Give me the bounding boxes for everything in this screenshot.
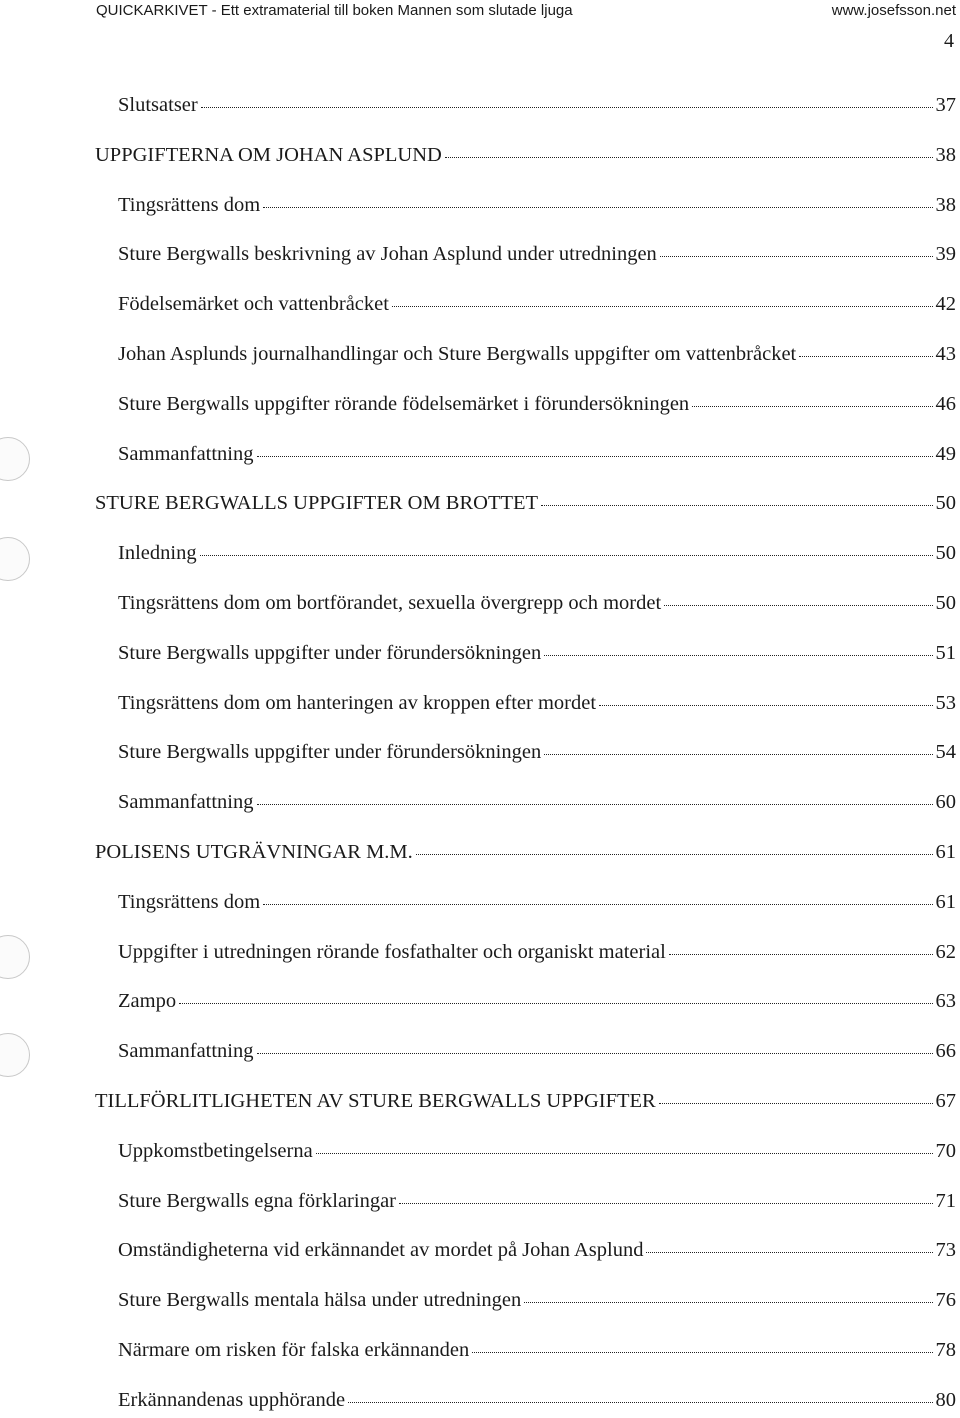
toc-entry-title: Sture Bergwalls uppgifter under förundersökningen [118, 641, 542, 664]
header-title: QUICKARKIVET - Ett extramaterial till boken Mannen som slutade ljuga [96, 2, 573, 19]
toc-entry-page-number: 70 [935, 1139, 956, 1162]
toc-dot-leader [316, 1151, 933, 1154]
toc-entry-page-number: 51 [935, 641, 956, 664]
toc-entry-title: POLISENS UTGRÄVNINGAR M.M. [95, 841, 413, 863]
toc-entry-title: Sture Bergwalls egna förklaringar [118, 1189, 396, 1212]
toc-dot-leader [544, 752, 932, 755]
toc-subsection-entry [118, 339, 956, 369]
toc-entry-page-number: 50 [935, 542, 956, 565]
toc-entry-title: Tingsrättens dom om hanteringen av kroppen efter mordet [118, 691, 597, 714]
toc-dot-leader [200, 553, 933, 556]
toc-dot-leader [392, 304, 933, 307]
toc-entry-page-number: 50 [935, 492, 956, 515]
toc-entry-page-number: 63 [935, 990, 956, 1013]
toc-subsection-entry [118, 90, 956, 120]
toc-entry-page-number: 61 [935, 841, 956, 863]
toc-entry-page-number: 53 [935, 691, 956, 714]
toc-subsection-entry [118, 1385, 956, 1415]
toc-entry-title: Tingsrättens dom [118, 890, 261, 913]
toc-dot-leader [646, 1250, 932, 1253]
toc-dot-leader [257, 454, 933, 457]
toc-subsection-entry [118, 289, 956, 319]
toc-subsection-entry [118, 239, 956, 269]
toc-entry-page-number: 49 [935, 442, 956, 465]
toc-subsection-entry [118, 1186, 956, 1216]
toc-subsection-entry [118, 1136, 956, 1166]
toc-dot-leader [263, 205, 932, 208]
toc-dot-leader [524, 1300, 932, 1303]
toc-entry-page-number: 43 [935, 343, 956, 365]
toc-entry-page-number: 62 [935, 940, 956, 963]
toc-entry-page-number: 73 [935, 1239, 956, 1262]
toc-entry-page-number: 37 [935, 94, 956, 116]
toc-dot-leader [399, 1201, 933, 1204]
toc-entry-page-number: 38 [935, 193, 956, 216]
toc-entry-title: Uppgifter i utredningen rörande fosfathalter och organiskt material [118, 940, 666, 963]
toc-entry-page-number: 67 [935, 1090, 956, 1112]
toc-entry-title: Sture Bergwalls uppgifter under förundersökningen [118, 741, 542, 764]
toc-dot-leader [799, 354, 932, 357]
toc-entry-title: Johan Asplunds journalhandlingar och Sture Bergwalls uppgifter om vattenbråcket [118, 343, 797, 365]
toc-dot-leader [257, 802, 933, 805]
toc-entry-title: Sammanfattning [118, 1040, 254, 1063]
toc-entry-page-number: 71 [935, 1189, 956, 1212]
toc-entry-title: Sture Bergwalls uppgifter rörande födelsemärket i förundersökningen [118, 392, 690, 415]
page-header [0, 0, 960, 24]
toc-dot-leader [544, 653, 932, 656]
toc-entry-title: Inledning [118, 542, 197, 565]
toc-entry-title: Sture Bergwalls mentala hälsa under utredningen [118, 1289, 522, 1312]
toc-entry-page-number: 60 [935, 791, 956, 814]
toc-entry-title: Erkännandenas upphörande [118, 1388, 346, 1411]
toc-entry-page-number: 78 [935, 1339, 956, 1361]
toc-subsection-entry [118, 787, 956, 817]
toc-entry-page-number: 76 [935, 1289, 956, 1312]
toc-entry-page-number: 80 [935, 1388, 956, 1411]
toc-dot-leader [659, 1101, 933, 1104]
toc-entry-title: Uppkomstbetingelserna [118, 1139, 313, 1162]
toc-subsection-entry [118, 439, 956, 469]
toc-section-entry [95, 140, 956, 170]
toc-subsection-entry [118, 1335, 956, 1365]
toc-dot-leader [416, 852, 933, 855]
toc-entry-page-number: 61 [935, 890, 956, 913]
toc-entry-page-number: 54 [935, 741, 956, 764]
toc-entry-title: Födelsemärket och vattenbråcket [118, 293, 389, 316]
toc-dot-leader [669, 952, 933, 955]
toc-dot-leader [445, 155, 933, 158]
toc-dot-leader [660, 254, 933, 257]
page-number: 4 [944, 30, 954, 52]
toc-entry-page-number: 39 [935, 243, 956, 266]
toc-subsection-entry [118, 937, 956, 967]
toc-subsection-entry [118, 887, 956, 917]
toc-dot-leader [472, 1350, 932, 1353]
toc-dot-leader [692, 404, 932, 407]
toc-entry-title: Tingsrättens dom om bortförandet, sexuella övergrepp och mordet [118, 592, 662, 614]
toc-entry-title: Slutsatser [118, 94, 198, 116]
toc-subsection-entry [118, 389, 956, 419]
toc-subsection-entry [118, 190, 956, 220]
toc-dot-leader [348, 1400, 932, 1403]
toc-dot-leader [541, 503, 932, 506]
binder-hole-decoration [0, 935, 30, 979]
toc-subsection-entry [118, 1285, 956, 1315]
toc-entry-page-number: 50 [935, 592, 956, 614]
toc-entry-title: TILLFÖRLITLIGHETEN AV STURE BERGWALLS UPPGIFTER [95, 1090, 656, 1112]
toc-entry-title: Sammanfattning [118, 791, 254, 814]
toc-entry-page-number: 46 [935, 392, 956, 415]
toc-entry-title: STURE BERGWALLS UPPGIFTER OM BROTTET [95, 492, 539, 515]
toc-entry-page-number: 66 [935, 1040, 956, 1063]
toc-section-entry [95, 1086, 956, 1116]
toc-entry-title: UPPGIFTERNA OM JOHAN ASPLUND [95, 143, 442, 166]
toc-section-entry [95, 488, 956, 518]
toc-entry-title: Närmare om risken för falska erkännanden [118, 1339, 470, 1361]
toc-dot-leader [263, 902, 932, 905]
toc-subsection-entry [118, 688, 956, 718]
toc-subsection-entry [118, 1036, 956, 1066]
toc-subsection-entry [118, 737, 956, 767]
binder-hole-decoration [0, 537, 30, 581]
toc-dot-leader [179, 1001, 932, 1004]
binder-hole-decoration [0, 1033, 30, 1077]
toc-dot-leader [664, 603, 932, 606]
toc-subsection-entry [118, 588, 956, 618]
toc-entry-title: Zampo [118, 990, 177, 1013]
toc-subsection-entry [118, 538, 956, 568]
toc-section-entry [95, 837, 956, 867]
toc-dot-leader [201, 105, 933, 108]
toc-entry-title: Sture Bergwalls beskrivning av Johan Asplund under utredningen [118, 243, 657, 266]
toc-subsection-entry [118, 638, 956, 668]
header-website: www.josefsson.net [831, 2, 956, 19]
toc-entry-page-number: 38 [935, 143, 956, 166]
toc-dot-leader [599, 703, 932, 706]
toc-entry-title: Omständigheterna vid erkännandet av mordet på Johan Asplund [118, 1239, 644, 1262]
binder-hole-decoration [0, 437, 30, 481]
toc-dot-leader [257, 1051, 933, 1054]
toc-subsection-entry [118, 1235, 956, 1265]
toc-subsection-entry [118, 986, 956, 1016]
toc-entry-title: Tingsrättens dom [118, 193, 261, 216]
toc-entry-page-number: 42 [935, 293, 956, 316]
toc-entry-title: Sammanfattning [118, 442, 254, 465]
